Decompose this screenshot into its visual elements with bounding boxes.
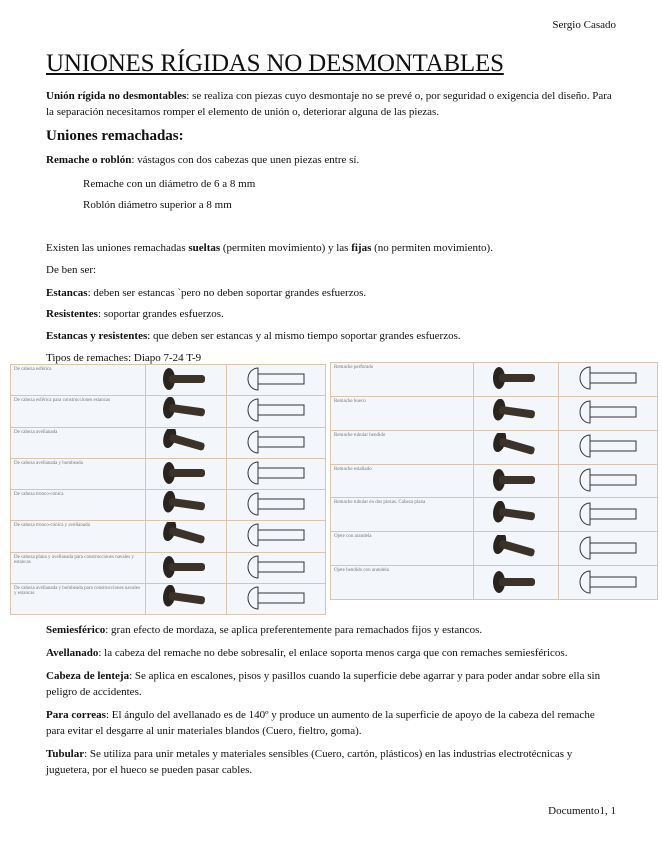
rivet-type-label: De cabeza tronco-cónica y avellanada [11, 521, 146, 552]
rivet-drawing [227, 583, 326, 614]
roblon-diameter: Roblón diámetro superior a 8 mm [83, 199, 232, 211]
definition: : soportar grandes esfuerzos. [97, 308, 224, 320]
existen-paragraph [46, 240, 616, 256]
rivet-photo [474, 498, 559, 532]
rivet-drawing [559, 498, 658, 532]
ambas-paragraph [46, 328, 616, 344]
intro-paragraph [46, 88, 616, 120]
term: Remache o roblón [46, 154, 132, 166]
page-title: UNIONES RÍGIDAS NO DESMONTABLES [46, 50, 504, 77]
definition: : El ángulo del avellanado es de 140º y produce un aumento de la superficie de apoyo de la cabeza del remache para evitar el desgarre al unir materiales blandos (Cuero, fieltro, goma). [46, 709, 595, 737]
table-row [331, 532, 658, 566]
term: Avellanado [46, 647, 99, 659]
rivet-drawing [559, 566, 658, 600]
rivet-drawing [559, 396, 658, 430]
rivet-photo [474, 363, 559, 397]
rivet-type-label: Ojete hendido con arandela [331, 566, 474, 600]
estancas-paragraph [46, 285, 616, 301]
table-row [11, 521, 326, 552]
section-heading: Uniones remachadas: [46, 128, 184, 144]
rivet-type-label: De cabeza esférica [11, 365, 146, 396]
term: Unión rígida no desmontables [46, 90, 187, 102]
remache-diameter: Remache con un diámetro de 6 a 8 mm [83, 178, 256, 190]
semiesferico-paragraph [46, 622, 616, 638]
rivet-type-label: De cabeza avellanada y bombeada para construcciones navales y estancas [11, 583, 146, 614]
rivet-drawing [227, 521, 326, 552]
rivet-photo [474, 430, 559, 464]
text: Existen las uniones remachadas [46, 242, 189, 254]
rivet-photo [474, 566, 559, 600]
table-row [11, 583, 326, 614]
rivet-photo [146, 427, 227, 458]
rivet-drawing [227, 552, 326, 583]
rivet-photo [146, 521, 227, 552]
term: fijas [351, 242, 372, 254]
table-row [331, 464, 658, 498]
table-row [11, 490, 326, 521]
definition: : deben ser estancas `pero no deben soportar grandes esfuerzos. [87, 287, 367, 299]
table-row [331, 396, 658, 430]
table-row [331, 363, 658, 397]
rivet-photo [146, 490, 227, 521]
rivet-drawing [559, 363, 658, 397]
table-row [331, 566, 658, 600]
term: Estancas [46, 287, 88, 299]
avellanado-paragraph [46, 645, 616, 661]
rivet-photo [474, 532, 559, 566]
term: sueltas [188, 242, 221, 254]
table-row [11, 396, 326, 427]
rivet-drawing [559, 430, 658, 464]
table-row [11, 458, 326, 489]
rivet-type-label: De cabeza avellanada [11, 427, 146, 458]
rivet-type-label: De cabeza plana y avellanada para construcciones navales y estancas [11, 552, 146, 583]
rivet-drawing [227, 490, 326, 521]
header-author: Sergio Casado [552, 19, 616, 31]
term: Resistentes [46, 308, 98, 320]
definition: : la cabeza del remache no debe sobresalir, el enlace soporta menos carga que con remaches semiesféricos. [98, 647, 568, 659]
definition: : vástagos con dos cabezas que unen piezas entre sí. [131, 154, 360, 166]
rivet-type-label: Remache estallado [331, 464, 474, 498]
rivet-drawing [227, 365, 326, 396]
rivet-photo [146, 552, 227, 583]
table-row [11, 365, 326, 396]
rivet-photo [146, 365, 227, 396]
rivet-photo [146, 396, 227, 427]
term: Para correas [46, 709, 106, 721]
term: Cabeza de lenteja [46, 670, 130, 682]
correas-paragraph [46, 707, 616, 739]
text: (no permiten movimiento). [371, 242, 493, 254]
rivet-drawing [227, 458, 326, 489]
definition: : gran efecto de mordaza, se aplica preferentemente para remachados fijos y estancos. [105, 624, 483, 636]
rivet-type-label: De cabeza tronco-cónica [11, 490, 146, 521]
text: (permiten movimiento) y las [220, 242, 352, 254]
term: Estancas y resistentes [46, 330, 148, 342]
footer-page: Documento1, 1 [548, 805, 616, 817]
table-row [11, 552, 326, 583]
rivet-type-label: De cabeza esférica para construcciones estancas [11, 396, 146, 427]
definition: : se realiza con piezas cuyo desmontaje no se prevé o, por seguridad o exigencia del diseño. Para la separación necesitamos romper el elemento de unión o, deteriorar alguna de las piezas. [46, 90, 612, 118]
table-row [331, 498, 658, 532]
rivet-drawing [559, 532, 658, 566]
remache-paragraph [46, 152, 616, 168]
rivet-photo [146, 458, 227, 489]
rivet-drawing [227, 396, 326, 427]
deben-ser: De ben ser: [46, 264, 97, 276]
rivet-drawing [559, 464, 658, 498]
table-row [11, 427, 326, 458]
definition: : Se aplica en escalones, pisos y pasillos cuando la superficie debe agarrar y para poder andar sobre ella sin peligro de accidentes. [46, 670, 601, 698]
rivet-type-label: Remache tubular hendido [331, 430, 474, 464]
rivet-drawing [227, 427, 326, 458]
rivet-type-label: Remache perforado [331, 363, 474, 397]
rivet-photo [474, 396, 559, 430]
table-row [331, 430, 658, 464]
rivet-table-left [10, 364, 326, 615]
tubular-paragraph [46, 746, 616, 778]
lenteja-paragraph [46, 668, 616, 700]
definition: : que deben ser estancas y al mismo tiempo soportar grandes esfuerzos. [147, 330, 461, 342]
tipos-caption: Tipos de remaches: Diapo 7-24 T-9 [46, 352, 202, 364]
term: Semiesférico [46, 624, 106, 636]
rivet-type-label: Remache tubular en dos piezas. Cabeza plana [331, 498, 474, 532]
rivet-photo [474, 464, 559, 498]
rivet-table-right [330, 362, 658, 600]
rivet-type-label: De cabeza avellanada y bombeada [11, 458, 146, 489]
rivet-type-label: Remache hueco [331, 396, 474, 430]
term: Tubular [46, 748, 85, 760]
rivet-type-label: Ojete con arandela [331, 532, 474, 566]
definition: : Se utiliza para unir metales y materiales sensibles (Cuero, cartón, plásticos) en las industrias electrotécnicas y juguetera, por el hueco se pueden pasar cables. [46, 748, 573, 776]
rivet-photo [146, 583, 227, 614]
resistentes-paragraph [46, 306, 616, 322]
